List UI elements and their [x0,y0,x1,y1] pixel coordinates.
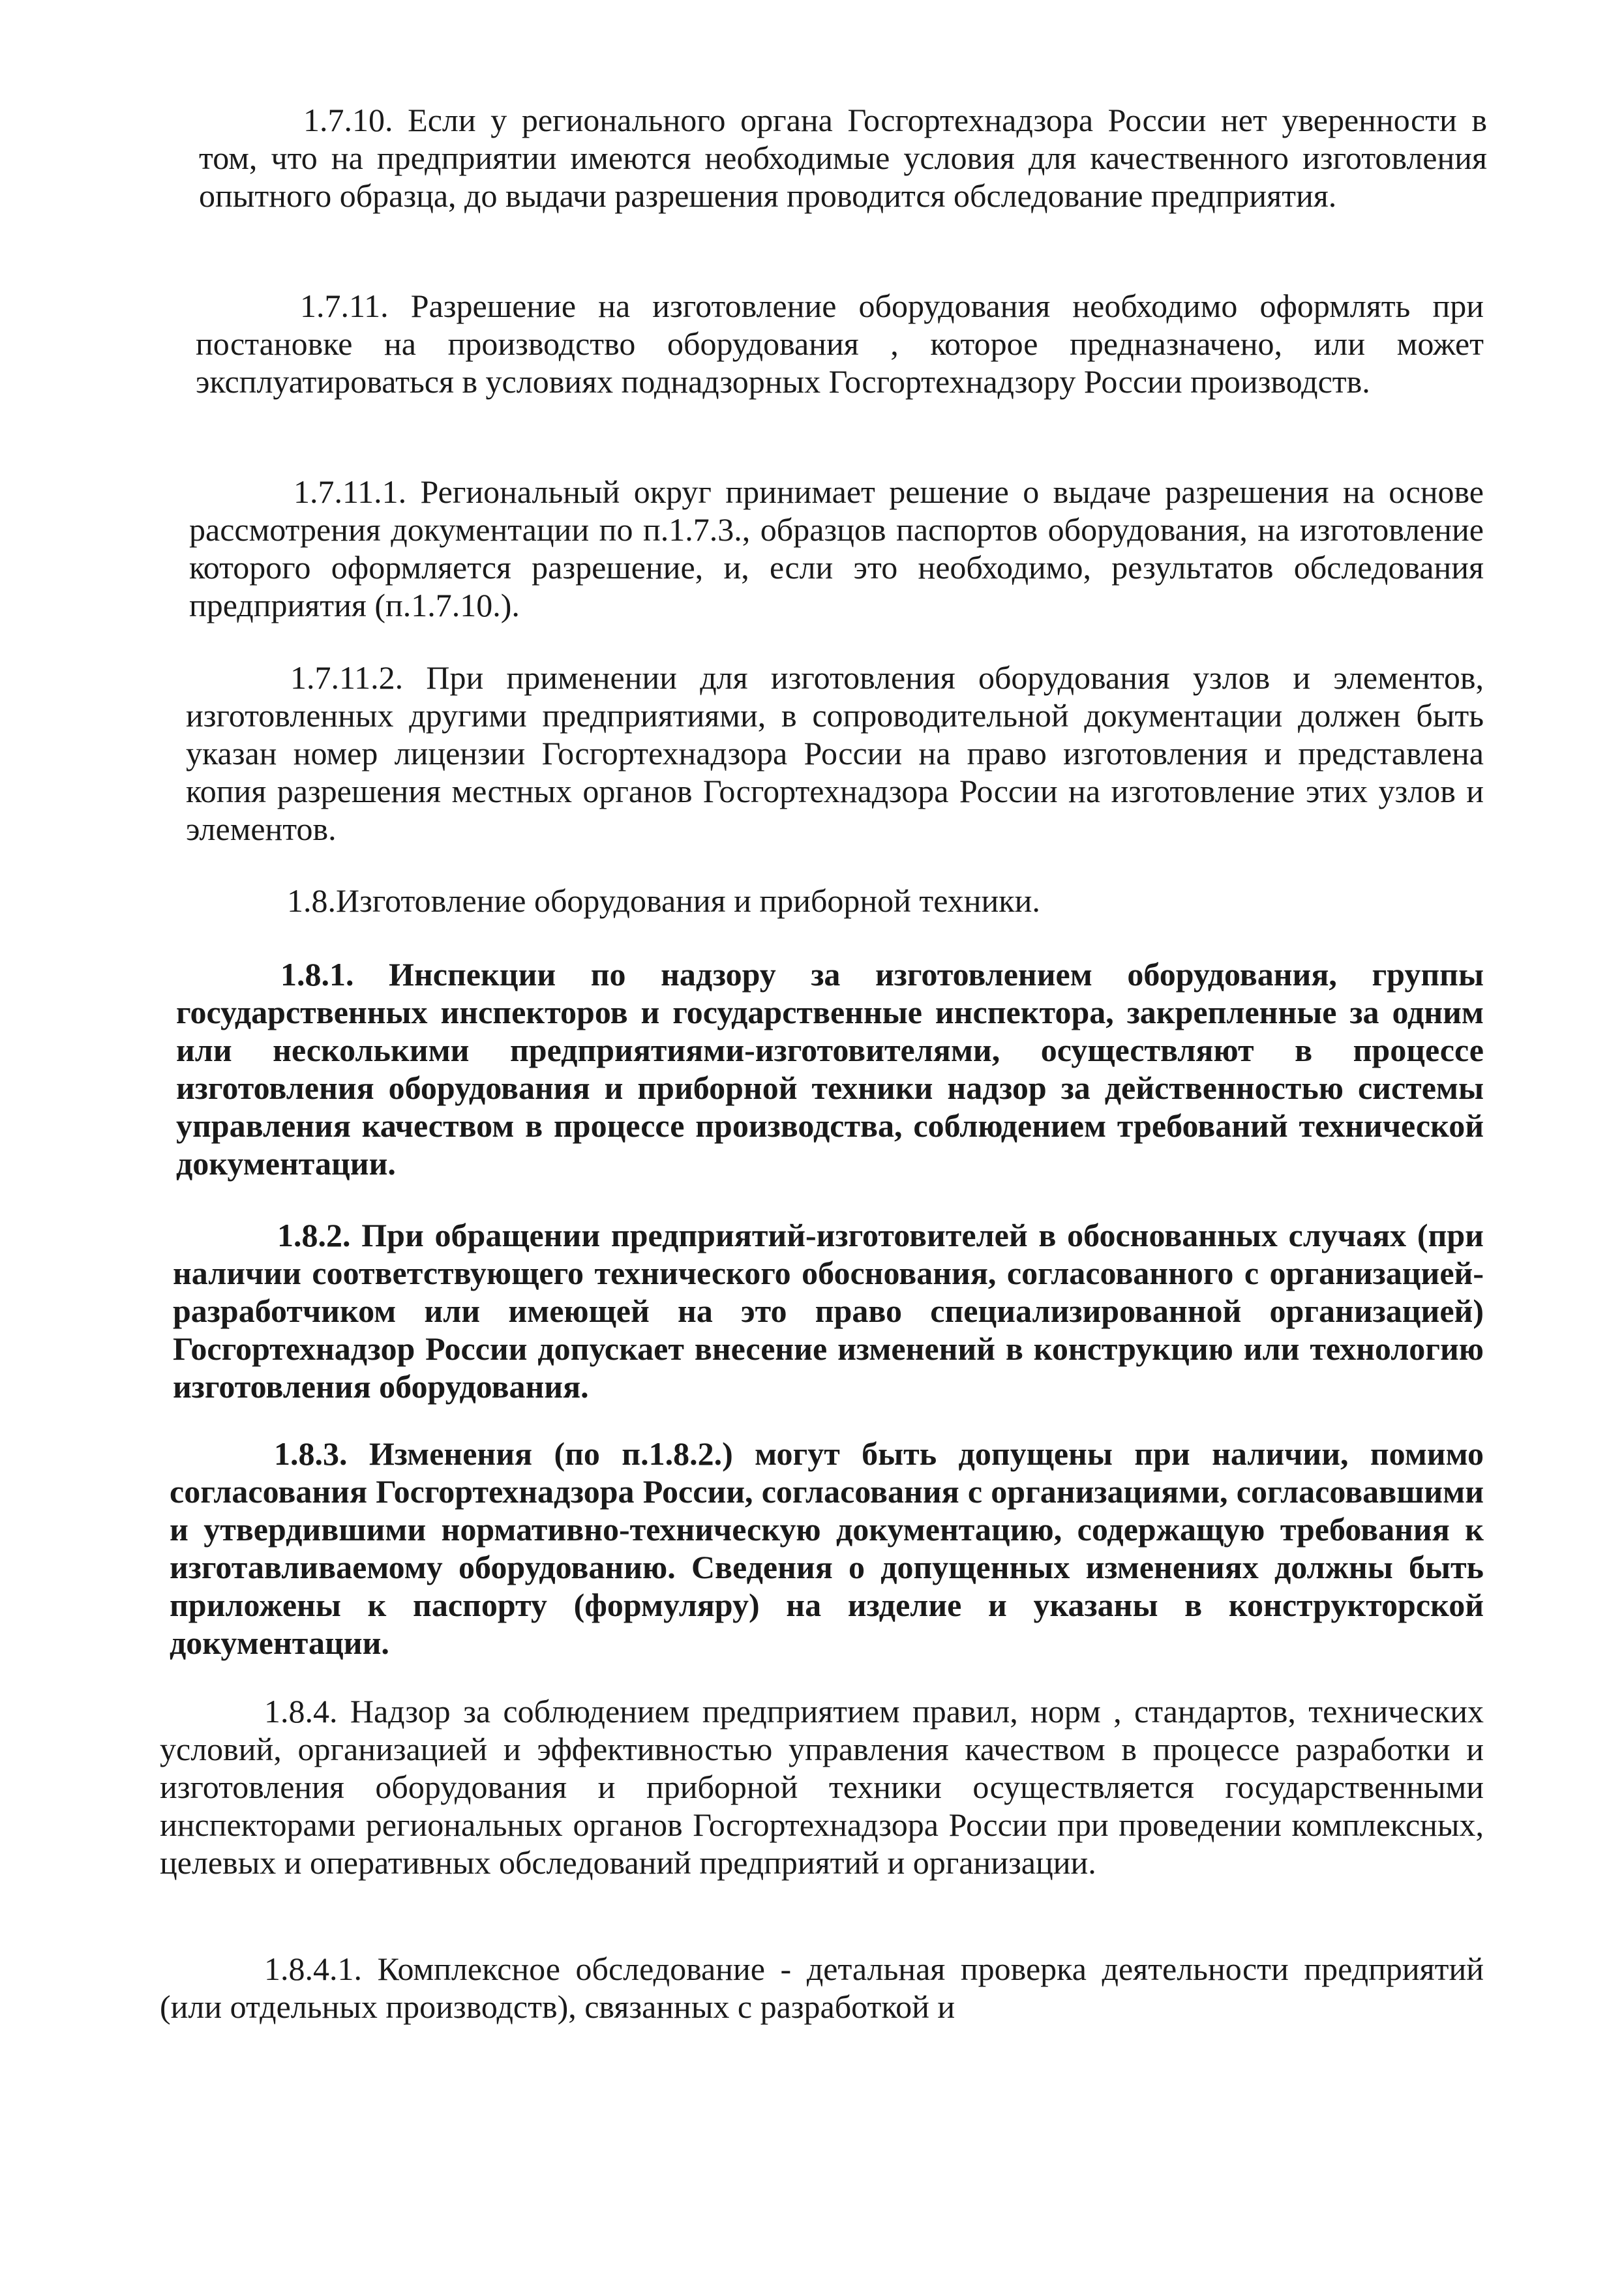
paragraph-1-7-11: 1.7.11. Разрешение на изготовление оборудования необходимо оформлять при постановке на производство оборудования , которое предназначено, или может эксплуатироваться в условиях поднадзорных Госгортехнадзору России производств. [196,288,1484,400]
paragraph-1-8-2: 1.8.2. При обращении предприятий-изготовителей в обоснованных случаях (при наличии соответствующего технического обоснования, согласованного с организацией-разработчиком или имеющей на это право специализированной организацией) Госгортехнадзор России допускает внесение изменений в конструкцию или технологию изготовления оборудования. [173,1217,1484,1405]
paragraph-1-8-4-1: 1.8.4.1. Комплексное обследование - детальная проверка деятельности предприятий (или отдельных производств), связанных с разработкой и [160,1951,1484,2025]
paragraph-1-7-11-1: 1.7.11.1. Региональный округ принимает решение о выдаче разрешения на основе рассмотрения документации по п.1.7.3., образцов паспортов оборудования, на изготовление которого оформляется разрешение, и, если это необходимо, результатов обследования предприятия (п.1.7.10.). [189,473,1484,623]
paragraph-1-7-11-2: 1.7.11.2. При применении для изготовления оборудования узлов и элементов, изготовленных другими предприятиями, в сопроводительной документации должен быть указан номер лицензии Госгортехнадзора России на право изготовления и представлена копия разрешения местных органов Госгортехнадзора России на изготовление этих узлов и элементов. [186,659,1484,847]
paragraph-1-7-10: 1.7.10. Если у регионального органа Госгортехнадзора России нет уверенности в том, что на предприятии имеются необходимые условия для качественного изготовления опытного образца, до выдачи разрешения проводится обследование предприятия. [199,102,1487,214]
section-heading-1-8: 1.8.Изготовление оборудования и приборной техники. [287,882,1040,919]
paragraph-1-8-4: 1.8.4. Надзор за соблюдением предприятием правил, норм , стандартов, технических условий, организацией и эффективностью управления качеством в процессе разработки и изготовления оборудования и приборной техники осуществляется государственными инспекторами региональных органов Госгортехнадзора России при проведении комплексных, целевых и оперативных обследований предприятий и организации. [160,1693,1484,1881]
paragraph-1-8-3: 1.8.3. Изменения (по п.1.8.2.) могут быть допущены при наличии, помимо согласования Госгортехнадзора России, согласования с организациями, согласовавшими и утвердившими нормативно-техническую документацию, содержащую требования к изготавливаемому оборудованию. Сведения о допущенных изменениях должны быть приложены к паспорту (формуляру) на изделие и указаны в конструкторской документации. [170,1435,1484,1661]
paragraph-1-8-1: 1.8.1. Инспекции по надзору за изготовлением оборудования, группы государственных инспекторов и государственные инспектора, закрепленные за одним или несколькими предприятиями-изготовителями, осуществляют в процессе изготовления оборудования и приборной техники надзор за действенностью системы управления качеством в процессе производства, соблюдением требований технической документации. [176,956,1484,1182]
